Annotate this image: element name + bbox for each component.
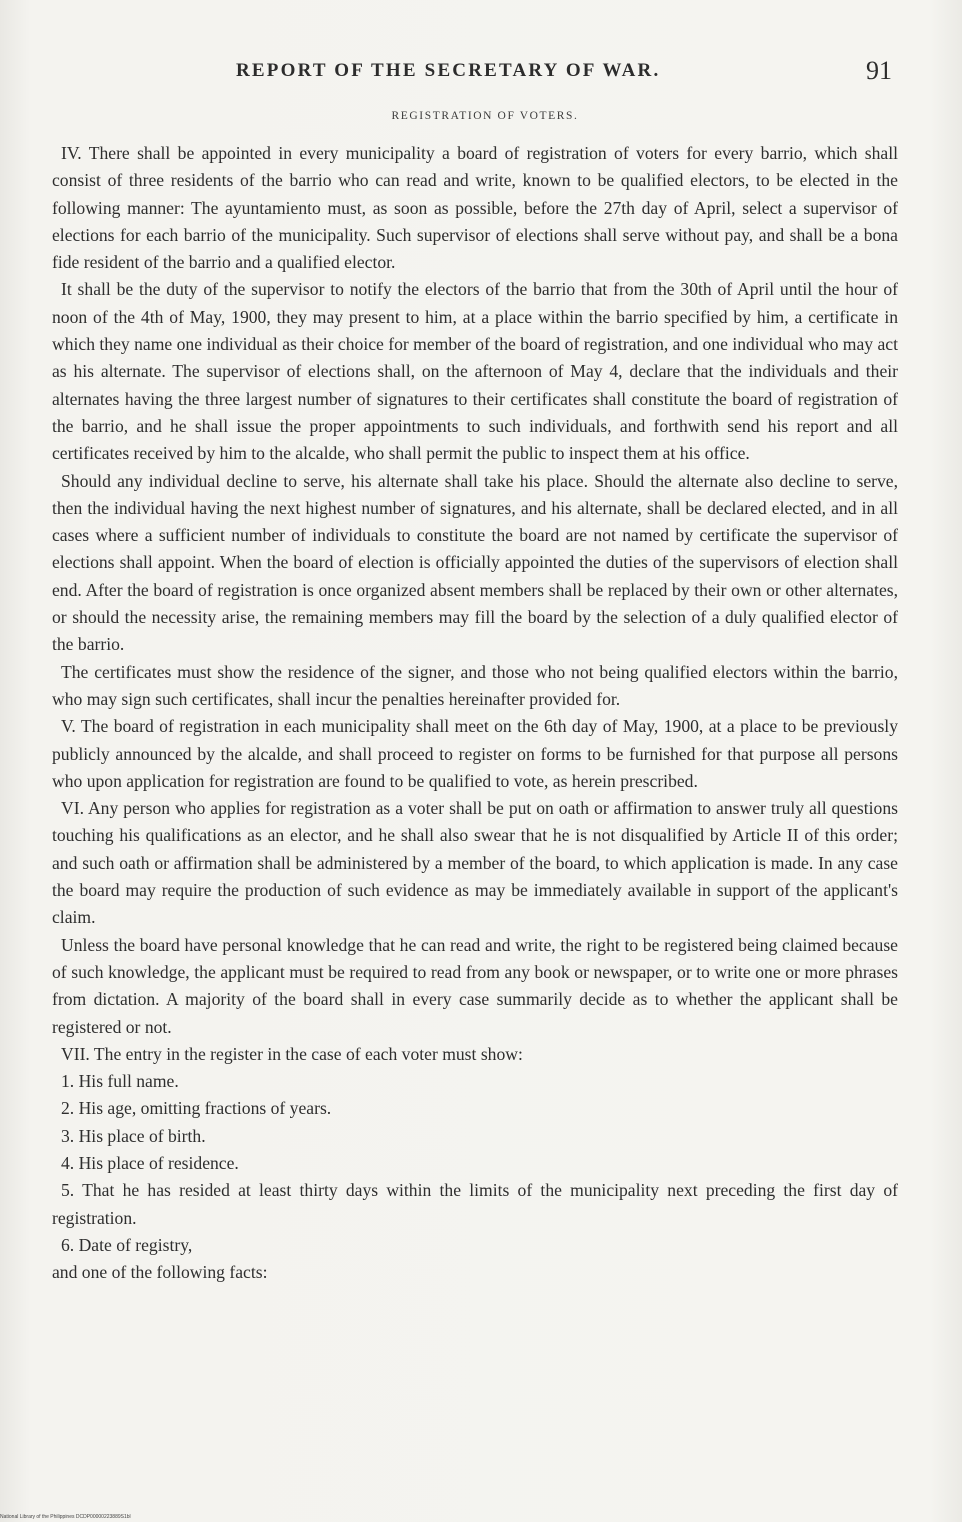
paragraph-article-vii: VII. The entry in the register in the case of each voter must show: — [61, 1043, 523, 1064]
paragraph-certificates: The certificates must show the residence of the signer, and those who not being qualified electors within the barrio, who may sign such certificates, shall incur the penalties hereinafter provided for. — [52, 661, 898, 709]
paragraph-article-vi: VI. Any person who applies for registration as a voter shall be put on oath or affirmation to answer truly all questions touching his qualifications as an elector, and he shall also swear that he is not disqualified by Article II of this order; and such oath or affirmation shall be administered by a member of the board, to which application is made. In any case the board may require the production of such evidence as may be immediately available in support of the applicant's claim. — [52, 798, 898, 928]
paragraph-article-iv: IV. There shall be appointed in every municipality a board of registration of voters for every barrio, which shall consist of three residents of the barrio who can read and write, known to be qualified electors, to be elected in the following manner: The ayuntamiento must, as soon as possible, before the 27th day of April, select a supervisor of elections for each barrio of the municipality. Such supervisor of elections shall serve without pay, and shall be a bona fide resident of the barrio and a qualified elector. — [52, 143, 898, 273]
closing-line: and one of the following facts: — [52, 1262, 268, 1283]
list-item: 3. His place of birth. — [61, 1125, 206, 1146]
list-item: 6. Date of registry, — [61, 1234, 193, 1255]
page-number: 91 — [866, 56, 892, 85]
paragraph-alternates: Should any individual decline to serve, his alternate shall take his place. Should the alternate also decline to serve, then the individual having the next highest number of signatures, and his alternate, shall be declared elected, and in all cases where a sufficient number of individuals to constitute the board are not named by certificate the supervisor of elections shall appoint. When the board of election is officially appointed the duties of the supervisors of election shall end. After the board of registration is once organized absent members shall be replaced by their own or other alternates, or should the necessity arise, the remaining members may fill the board by the selection of a duly qualified elector of the barrio. — [52, 470, 898, 655]
list-item: 5. That he has resided at least thirty days within the limits of the municipality next preceding the first day of registration. — [52, 1180, 898, 1228]
running-header — [0, 58, 962, 88]
paragraph-supervisor-duty: It shall be the duty of the supervisor to notify the electors of the barrio that from the 30th of April until the hour of noon of the 4th of May, 1900, they may present to him, at a place within the barrio specified by him, a certificate in which they name one individual as their choice for member of the board of registration, and one individual who may act as his alternate. The supervisor of elections shall, on the afternoon of May 4, declare that the individuals and their alternates having the three largest number of signatures to their certificates shall constitute the board of registration of the barrio, and he shall issue the proper appointments to such individuals, and forthwith send his report and all certificates received by him to the alcalde, who shall permit the public to inspect them at his office. — [52, 279, 898, 464]
list-item: 2. His age, omitting fractions of years. — [61, 1098, 332, 1119]
paragraph-literacy-test: Unless the board have personal knowledge that he can read and write, the right to be registered being claimed because of such knowledge, the applicant must be required to read from any book or newspaper, or to write one or more phrases from dictation. A majority of the board shall in every case summarily decide as to whether the applicant shall be registered or not. — [52, 934, 898, 1037]
paragraph-article-v: V. The board of registration in each municipality shall meet on the 6th day of May, 1900, at a place to be previously publicly announced by the alcalde, and shall proceed to register on forms to be furnished for that purpose all persons who upon application for registration are found to be qualified to vote, as herein prescribed. — [52, 716, 898, 791]
body-text — [52, 140, 898, 1286]
library-footer-note: National Library of the Philippines DCDP00000223889S1bl — [0, 1514, 131, 1520]
list-item: 4. His place of residence. — [61, 1152, 239, 1173]
list-item: 1. His full name. — [61, 1071, 179, 1092]
section-heading: REGISTRATION OF VOTERS. — [391, 110, 579, 122]
header-title: REPORT OF THE SECRETARY OF WAR. — [236, 60, 661, 81]
